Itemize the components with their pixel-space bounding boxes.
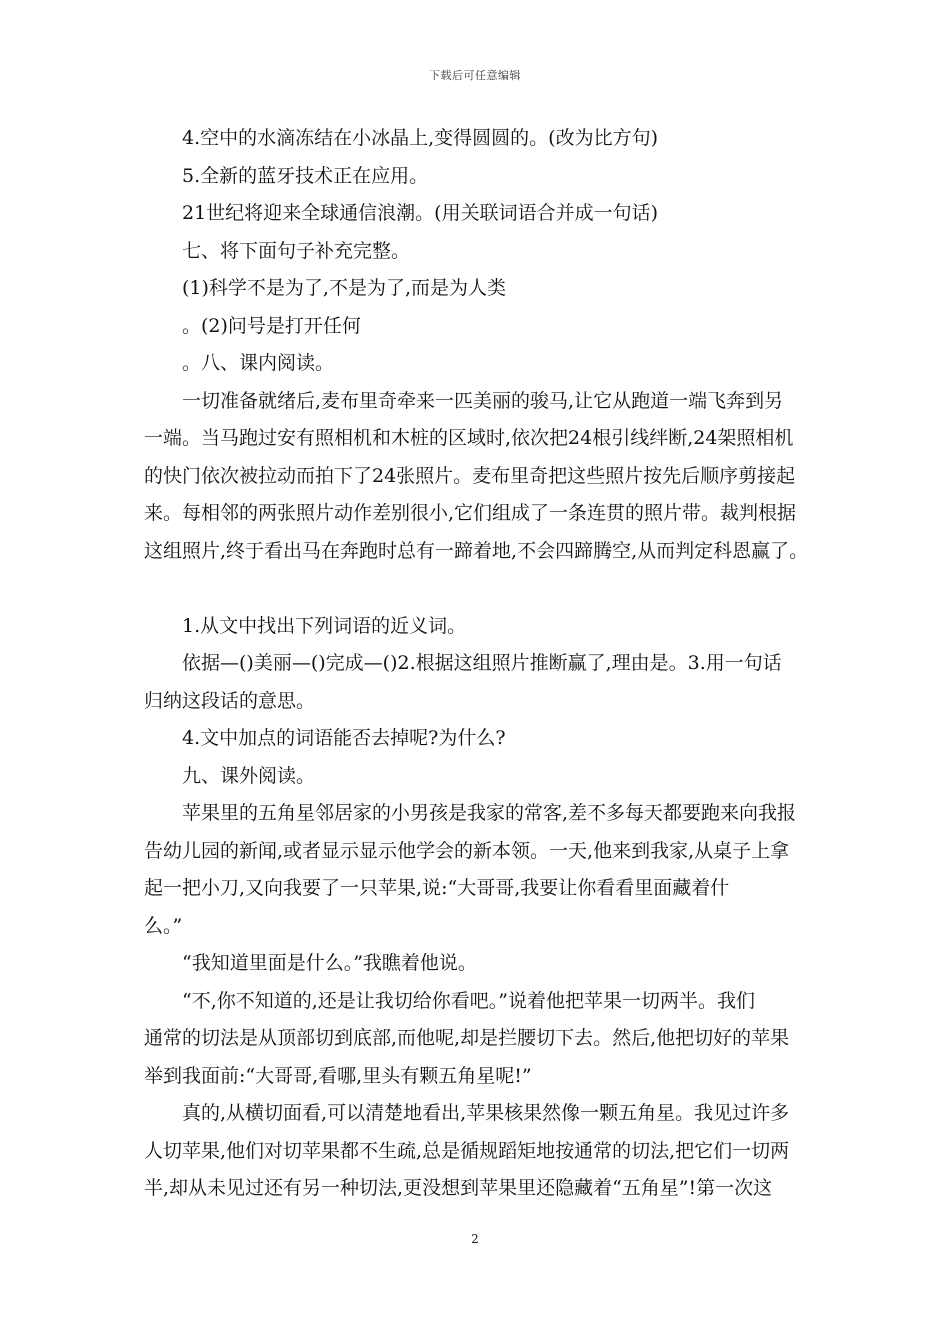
exercise-line: 5.全新的蓝牙技术正在应用。 xyxy=(182,164,429,187)
section-heading: 七、将下面句子补充完整。 xyxy=(182,239,411,262)
paragraph-line: 真的,从横切面看,可以清楚地看出,苹果核果然像一颗五角星。我见过许多 xyxy=(182,1102,790,1124)
exercise-line: 21世纪将迎来全球通信浪潮。(用关联词语合并成一句话) xyxy=(182,202,659,224)
question-line: 4.文中加点的词语能否去掉呢?为什么? xyxy=(182,727,506,749)
question-line: 依据—()美丽—()完成—()2.根据这组照片推断赢了,理由是。3.用一句话 xyxy=(182,652,782,674)
paragraph-line: “不,你不知道的,还是让我切给你看吧。”说着他把苹果一切两半。我们 xyxy=(182,989,756,1012)
paragraph-line: 起一把小刀,又向我要了一只苹果,说:“大哥哥,我要让你看看里面藏着什 xyxy=(144,877,730,899)
paragraph-line: 通常的切法是从顶部切到底部,而他呢,却是拦腰切下去。然后,他把切好的苹果 xyxy=(144,1027,790,1049)
paragraph-line: 一切准备就绪后,麦布里奇牵来一匹美丽的骏马,让它从跑道一端飞奔到另 xyxy=(182,389,784,412)
question-line: 归纳这段话的意思。 xyxy=(144,689,316,712)
section-heading: 。八、课内阅读。 xyxy=(182,352,335,374)
document-body xyxy=(144,120,816,1208)
exercise-line: (1)科学不是为了,不是为了,而是为人类 xyxy=(182,277,506,299)
paragraph-line: “我知道里面是什么。”我瞧着他说。 xyxy=(182,952,477,974)
paragraph-line: 来。每相邻的两张照片动作差别很小,它们组成了一条连贯的照片带。裁判根据 xyxy=(144,502,797,524)
paragraph-line: 举到我面前:“大哥哥,看哪,里头有颗五角星呢!” xyxy=(144,1064,532,1087)
paragraph-line: 苹果里的五角星邻居家的小男孩是我家的常客,差不多每天都要跑来向我报 xyxy=(182,802,797,824)
paragraph-line: 告幼儿园的新闻,或者显示显示他学会的新本领。一天,他来到我家,从桌子上拿 xyxy=(144,839,790,862)
blank-line xyxy=(144,570,816,608)
page-number: 2 xyxy=(471,1232,479,1246)
question-line: 1.从文中找出下列词语的近义词。 xyxy=(182,614,467,637)
paragraph-line: 么。” xyxy=(144,914,183,937)
page-header: 下载后可任意编辑 xyxy=(429,69,521,82)
paragraph-line: 这组照片,终于看出马在奔跑时总有一蹄着地,不会四蹄腾空,从而判定科恩赢了。 xyxy=(144,539,809,562)
paragraph-line: 的快门依次被拉动而拍下了24张照片。麦布里奇把这些照片按先后顺序剪接起 xyxy=(144,464,796,487)
exercise-line: 。(2)问号是打开任何 xyxy=(182,314,361,337)
paragraph-line: 一端。当马跑过安有照相机和木桩的区域时,依次把24根引线绊断,24架照相机 xyxy=(144,427,794,449)
paragraph-line: 半,却从未见过还有另一种切法,更没想到苹果里还隐藏着“五角星”!第一次这 xyxy=(144,1177,773,1199)
exercise-line: 4.空中的水滴冻结在小冰晶上,变得圆圆的。(改为比方句) xyxy=(182,127,658,149)
section-heading: 九、课外阅读。 xyxy=(182,764,316,787)
paragraph-line: 人切苹果,他们对切苹果都不生疏,总是循规蹈矩地按通常的切法,把它们一切两 xyxy=(144,1139,790,1162)
